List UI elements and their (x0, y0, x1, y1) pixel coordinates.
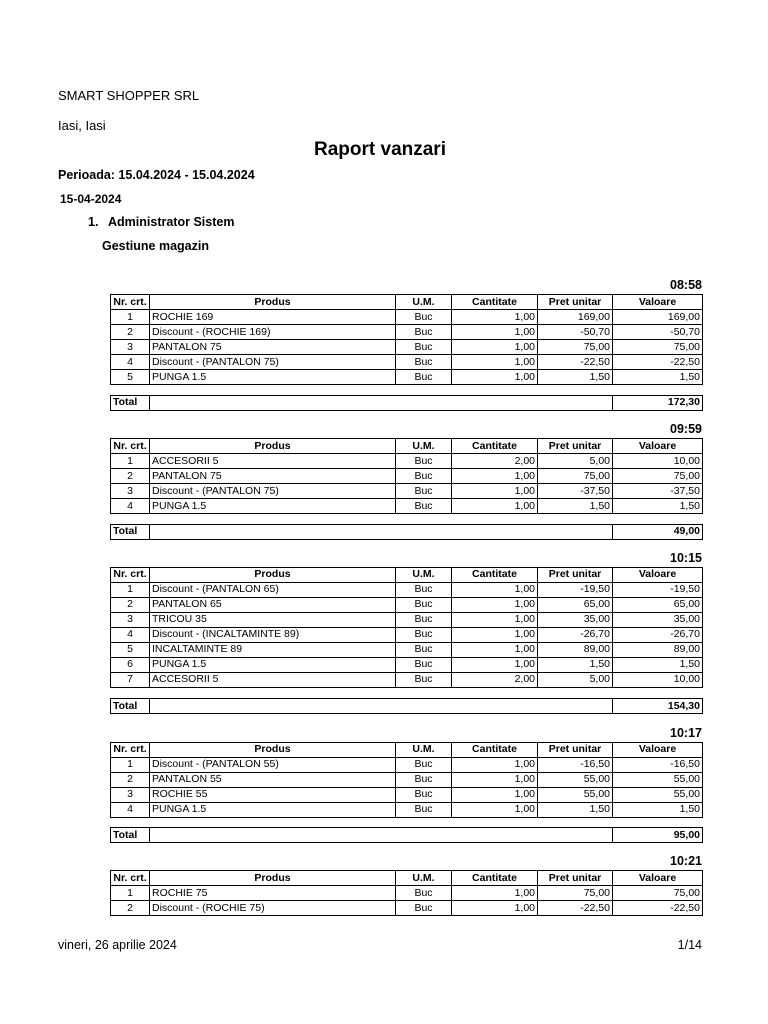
table-row (111, 597, 703, 612)
table-cell: 55,00 (613, 787, 703, 802)
table-cell: PANTALON 65 (150, 597, 396, 612)
column-header: Produs (150, 295, 396, 310)
column-header: Nr. crt. (111, 871, 150, 886)
receipt-time: 10:15 (670, 550, 702, 565)
table-row (111, 325, 703, 340)
table-cell: -26,70 (538, 627, 613, 642)
receipt-items-table (110, 294, 703, 385)
table-cell: Buc (396, 454, 452, 469)
table-row (111, 886, 703, 901)
table-cell: 1,50 (538, 499, 613, 514)
management-heading: Gestiune magazin (102, 239, 209, 253)
total-value: 49,00 (613, 524, 703, 539)
column-header: U.M. (396, 439, 452, 454)
table-cell: 1,50 (538, 802, 613, 817)
receipt-total-table (110, 395, 703, 411)
table-row (111, 612, 703, 627)
table-row (111, 310, 703, 325)
total-spacer (150, 395, 613, 410)
table-cell: 1,00 (452, 627, 538, 642)
table-cell: 10,00 (613, 454, 703, 469)
table-row (111, 757, 703, 772)
table-cell: 1,50 (538, 657, 613, 672)
table-cell: Buc (396, 310, 452, 325)
report-date: 15-04-2024 (60, 192, 122, 206)
table-header-row (111, 567, 703, 582)
table-row (111, 627, 703, 642)
table-cell: 1,00 (452, 886, 538, 901)
table-cell: -16,50 (613, 757, 703, 772)
column-header: Cantitate (452, 567, 538, 582)
column-header: Valoare (613, 295, 703, 310)
table-cell: Buc (396, 886, 452, 901)
table-cell: Discount - (PANTALON 55) (150, 757, 396, 772)
table-cell: 1 (111, 582, 150, 597)
table-cell: -22,50 (613, 355, 703, 370)
receipt-total-table (110, 524, 703, 540)
total-label: Total (111, 395, 150, 410)
column-header: Cantitate (452, 742, 538, 757)
table-cell: 55,00 (538, 772, 613, 787)
table-cell: 4 (111, 355, 150, 370)
table-cell: 1,00 (452, 642, 538, 657)
receipt-time: 09:59 (670, 422, 702, 437)
column-header: Nr. crt. (111, 439, 150, 454)
table-cell: Buc (396, 642, 452, 657)
table-cell: 1,50 (613, 370, 703, 385)
table-cell: 1,00 (452, 901, 538, 916)
column-header: Valoare (613, 871, 703, 886)
table-cell: 75,00 (538, 469, 613, 484)
report-title: Raport vanzari (314, 139, 446, 160)
column-header: U.M. (396, 295, 452, 310)
column-header: Pret unitar (538, 439, 613, 454)
total-value: 172,30 (613, 395, 703, 410)
column-header: Cantitate (452, 295, 538, 310)
table-cell: PANTALON 55 (150, 772, 396, 787)
table-cell: 1 (111, 757, 150, 772)
table-cell: Buc (396, 901, 452, 916)
table-cell: -37,50 (613, 484, 703, 499)
table-row (111, 802, 703, 817)
table-cell: -22,50 (613, 901, 703, 916)
table-cell: PANTALON 75 (150, 469, 396, 484)
table-cell: 89,00 (538, 642, 613, 657)
table-cell: 1,00 (452, 484, 538, 499)
total-spacer (150, 699, 613, 714)
table-cell: Buc (396, 672, 452, 687)
receipt-total-table (110, 698, 703, 714)
table-cell: 1,00 (452, 310, 538, 325)
table-row (111, 355, 703, 370)
table-cell: 75,00 (613, 469, 703, 484)
table-row (111, 772, 703, 787)
table-cell: -26,70 (613, 627, 703, 642)
total-row (111, 828, 703, 843)
table-cell: ROCHIE 55 (150, 787, 396, 802)
table-cell: Discount - (PANTALON 65) (150, 582, 396, 597)
table-cell: 5,00 (538, 672, 613, 687)
table-row (111, 642, 703, 657)
table-cell: -37,50 (538, 484, 613, 499)
table-cell: 1 (111, 310, 150, 325)
column-header: Pret unitar (538, 742, 613, 757)
table-cell: 10,00 (613, 672, 703, 687)
table-cell: Buc (396, 802, 452, 817)
table-cell: Buc (396, 340, 452, 355)
table-cell: 1,00 (452, 757, 538, 772)
footer-date: vineri, 26 aprilie 2024 (58, 938, 177, 952)
table-cell: 89,00 (613, 642, 703, 657)
table-cell: Buc (396, 657, 452, 672)
table-cell: 55,00 (613, 772, 703, 787)
table-cell: 1,00 (452, 469, 538, 484)
column-header: Valoare (613, 567, 703, 582)
table-cell: Discount - (PANTALON 75) (150, 484, 396, 499)
table-cell: 3 (111, 340, 150, 355)
table-cell: 4 (111, 802, 150, 817)
table-cell: ACCESORII 5 (150, 454, 396, 469)
table-header-row (111, 742, 703, 757)
column-header: U.M. (396, 567, 452, 582)
column-header: U.M. (396, 742, 452, 757)
table-cell: 1,00 (452, 370, 538, 385)
total-label: Total (111, 828, 150, 843)
column-header: Nr. crt. (111, 295, 150, 310)
table-cell: 3 (111, 787, 150, 802)
table-cell: PUNGA 1.5 (150, 657, 396, 672)
receipt-items-table (110, 438, 703, 514)
table-cell: INCALTAMINTE 89 (150, 642, 396, 657)
company-name: SMART SHOPPER SRL (58, 88, 200, 103)
table-cell: Discount - (PANTALON 75) (150, 355, 396, 370)
user-name: Administrator Sistem (108, 215, 235, 229)
column-header: Cantitate (452, 871, 538, 886)
table-cell: 1,00 (452, 325, 538, 340)
table-row (111, 469, 703, 484)
column-header: Produs (150, 742, 396, 757)
total-row (111, 395, 703, 410)
table-row (111, 454, 703, 469)
receipt-time: 08:58 (670, 278, 702, 292)
total-row (111, 699, 703, 714)
table-cell: Discount - (ROCHIE 169) (150, 325, 396, 340)
table-cell: -50,70 (538, 325, 613, 340)
column-header: Nr. crt. (111, 742, 150, 757)
total-label: Total (111, 524, 150, 539)
column-header: Produs (150, 567, 396, 582)
table-cell: PANTALON 75 (150, 340, 396, 355)
table-cell: Buc (396, 787, 452, 802)
table-cell: ACCESORII 5 (150, 672, 396, 687)
table-cell: Buc (396, 355, 452, 370)
table-cell: 1,00 (452, 582, 538, 597)
table-header-row (111, 295, 703, 310)
column-header: Pret unitar (538, 567, 613, 582)
table-row (111, 499, 703, 514)
table-cell: 55,00 (538, 787, 613, 802)
column-header: Valoare (613, 742, 703, 757)
table-cell: -50,70 (613, 325, 703, 340)
receipt-total-table (110, 827, 703, 843)
table-cell: 6 (111, 657, 150, 672)
table-cell: 1,00 (452, 657, 538, 672)
column-header: U.M. (396, 871, 452, 886)
table-cell: 1,50 (538, 370, 613, 385)
table-cell: 2,00 (452, 454, 538, 469)
table-cell: 75,00 (538, 886, 613, 901)
table-cell: Buc (396, 627, 452, 642)
table-cell: 1,00 (452, 499, 538, 514)
table-cell: 1,00 (452, 355, 538, 370)
table-cell: 169,00 (613, 310, 703, 325)
total-spacer (150, 524, 613, 539)
table-row (111, 672, 703, 687)
total-value: 95,00 (613, 828, 703, 843)
table-cell: 65,00 (538, 597, 613, 612)
table-cell: 1,50 (613, 802, 703, 817)
table-cell: Discount - (ROCHIE 75) (150, 901, 396, 916)
table-cell: Buc (396, 772, 452, 787)
table-cell: 4 (111, 627, 150, 642)
table-cell: 1,00 (452, 772, 538, 787)
total-spacer (150, 828, 613, 843)
table-cell: 1,00 (452, 787, 538, 802)
table-cell: 1 (111, 454, 150, 469)
table-cell: 75,00 (613, 886, 703, 901)
report-period: Perioada: 15.04.2024 - 15.04.2024 (58, 168, 255, 182)
table-cell: 35,00 (613, 612, 703, 627)
table-cell: Buc (396, 499, 452, 514)
table-cell: 2 (111, 469, 150, 484)
column-header: Cantitate (452, 439, 538, 454)
table-cell: 7 (111, 672, 150, 687)
column-header: Pret unitar (538, 295, 613, 310)
table-cell: 1 (111, 886, 150, 901)
table-cell: 35,00 (538, 612, 613, 627)
table-cell: 5,00 (538, 454, 613, 469)
column-header: Pret unitar (538, 871, 613, 886)
table-cell: 3 (111, 484, 150, 499)
table-cell: PUNGA 1.5 (150, 499, 396, 514)
table-cell: 3 (111, 612, 150, 627)
receipt-time: 10:17 (670, 725, 702, 740)
receipt-items-table (110, 742, 703, 818)
receipt-items-table (110, 870, 703, 916)
table-cell: 1,00 (452, 597, 538, 612)
table-row (111, 901, 703, 916)
table-cell: 2 (111, 597, 150, 612)
table-row (111, 582, 703, 597)
column-header: Produs (150, 439, 396, 454)
table-cell: -22,50 (538, 901, 613, 916)
table-cell: 1,00 (452, 802, 538, 817)
table-cell: 1,50 (613, 499, 703, 514)
receipt-time: 10:21 (670, 854, 702, 869)
table-cell: 5 (111, 370, 150, 385)
user-number: 1. (88, 215, 99, 229)
receipt-items-table (110, 567, 703, 688)
table-row (111, 787, 703, 802)
table-cell: Buc (396, 612, 452, 627)
table-header-row (111, 871, 703, 886)
table-cell: 2,00 (452, 672, 538, 687)
table-cell: 1,00 (452, 340, 538, 355)
table-cell: 169,00 (538, 310, 613, 325)
table-cell: TRICOU 35 (150, 612, 396, 627)
table-cell: 5 (111, 642, 150, 657)
table-cell: Buc (396, 469, 452, 484)
table-cell: Buc (396, 370, 452, 385)
table-cell: Buc (396, 597, 452, 612)
table-cell: Buc (396, 484, 452, 499)
table-cell: -19,50 (613, 582, 703, 597)
table-cell: 2 (111, 325, 150, 340)
total-label: Total (111, 699, 150, 714)
table-cell: 75,00 (613, 340, 703, 355)
user-heading (88, 215, 234, 229)
column-header: Valoare (613, 439, 703, 454)
page-number: 1/14 (677, 938, 702, 952)
table-row (111, 370, 703, 385)
table-cell: ROCHIE 169 (150, 310, 396, 325)
table-cell: -16,50 (538, 757, 613, 772)
table-cell: 75,00 (538, 340, 613, 355)
table-cell: -22,50 (538, 355, 613, 370)
table-cell: 65,00 (613, 597, 703, 612)
table-cell: PUNGA 1.5 (150, 802, 396, 817)
table-row (111, 340, 703, 355)
table-row (111, 484, 703, 499)
table-cell: Buc (396, 325, 452, 340)
total-value: 154,30 (613, 699, 703, 714)
table-cell: 2 (111, 772, 150, 787)
table-cell: -19,50 (538, 582, 613, 597)
table-cell: 2 (111, 901, 150, 916)
table-row (111, 657, 703, 672)
total-row (111, 524, 703, 539)
table-cell: 1,50 (613, 657, 703, 672)
column-header: Produs (150, 871, 396, 886)
company-city: Iasi, Iasi (58, 118, 106, 133)
table-header-row (111, 439, 703, 454)
table-cell: 4 (111, 499, 150, 514)
table-cell: ROCHIE 75 (150, 886, 396, 901)
column-header: Nr. crt. (111, 567, 150, 582)
table-cell: Buc (396, 582, 452, 597)
table-cell: Discount - (INCALTAMINTE 89) (150, 627, 396, 642)
table-cell: PUNGA 1.5 (150, 370, 396, 385)
table-cell: 1,00 (452, 612, 538, 627)
table-cell: Buc (396, 757, 452, 772)
